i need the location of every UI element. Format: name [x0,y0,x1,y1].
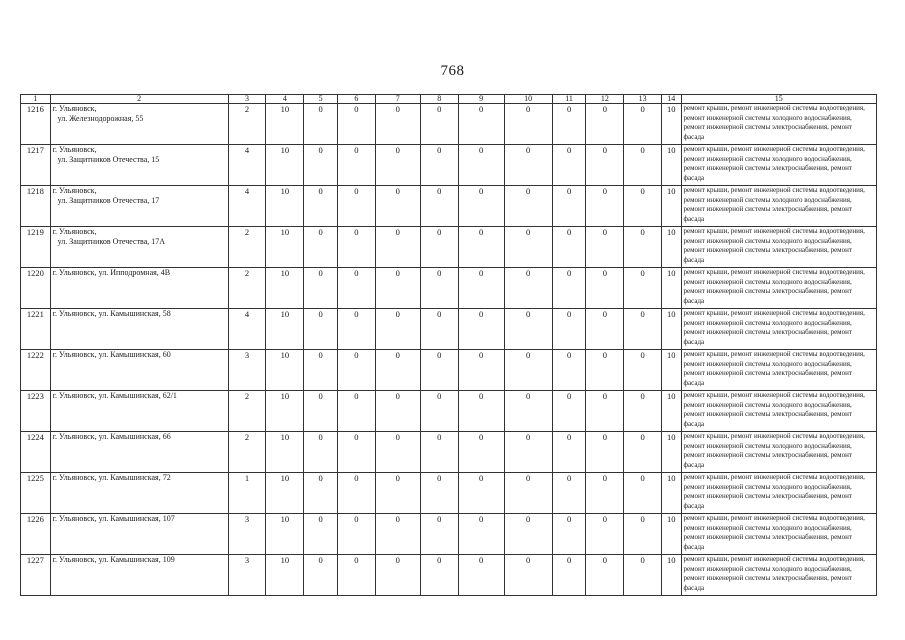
value-cell-c6: 0 [337,514,375,555]
value-cell-c14: 10 [662,514,681,555]
value-cell-c8: 0 [420,227,458,268]
row-number: 1219 [21,227,51,268]
value-cell-c13: 0 [624,350,662,391]
repair-works-cell: ремонт крыши, ремонт инженерной системы водоотведения, ремонт инженерной системы холодного водоснабжения, ремонт инженерной системы электроснабжения, ремонт фасада [681,391,876,432]
value-cell-c5: 0 [304,145,338,186]
column-header: 15 [681,95,876,104]
value-cell-c3: 4 [228,145,266,186]
value-cell-c12: 0 [586,555,624,596]
value-cell-c8: 0 [420,555,458,596]
value-cell-c4: 10 [266,555,304,596]
value-cell-c14: 10 [662,186,681,227]
value-cell-c4: 10 [266,391,304,432]
value-cell-c11: 0 [552,514,586,555]
value-cell-c14: 10 [662,227,681,268]
column-header: 1 [21,95,51,104]
row-number: 1220 [21,268,51,309]
value-cell-c13: 0 [624,268,662,309]
value-cell-c9: 0 [458,145,504,186]
value-cell-c9: 0 [458,514,504,555]
row-number: 1225 [21,473,51,514]
value-cell-c5: 0 [304,350,338,391]
value-cell-c9: 0 [458,186,504,227]
value-cell-c9: 0 [458,104,504,145]
address-city: г. Ульяновск, ул. Камышинская, 72 [52,473,171,482]
value-cell-c14: 10 [662,309,681,350]
value-cell-c11: 0 [552,309,586,350]
value-cell-c10: 0 [504,514,552,555]
address-city: г. Ульяновск, ул. Ипподромная, 4В [52,268,171,277]
address-city: г. Ульяновск, ул. Камышинская, 109 [52,555,175,564]
value-cell-c7: 0 [375,145,420,186]
table-row [21,350,877,391]
value-cell-c9: 0 [458,555,504,596]
value-cell-c11: 0 [552,432,586,473]
value-cell-c11: 0 [552,227,586,268]
address-city: г. Ульяновск, ул. Камышинская, 58 [52,309,171,318]
address-city: г. Ульяновск, [52,145,97,154]
value-cell-c5: 0 [304,391,338,432]
table-row [21,104,877,145]
value-cell-c7: 0 [375,186,420,227]
value-cell-c11: 0 [552,268,586,309]
value-cell-c5: 0 [304,432,338,473]
repair-works-cell: ремонт крыши, ремонт инженерной системы водоотведения, ремонт инженерной системы холодного водоснабжения, ремонт инженерной системы электроснабжения, ремонт фасада [681,309,876,350]
row-number: 1227 [21,555,51,596]
value-cell-c12: 0 [586,432,624,473]
row-number: 1218 [21,186,51,227]
value-cell-c13: 0 [624,104,662,145]
value-cell-c4: 10 [266,514,304,555]
value-cell-c5: 0 [304,227,338,268]
value-cell-c5: 0 [304,514,338,555]
value-cell-c12: 0 [586,268,624,309]
value-cell-c6: 0 [337,432,375,473]
value-cell-c9: 0 [458,391,504,432]
value-cell-c12: 0 [586,350,624,391]
repair-works-cell: ремонт крыши, ремонт инженерной системы водоотведения, ремонт инженерной системы холодного водоснабжения, ремонт инженерной системы электроснабжения, ремонт фасада [681,350,876,391]
value-cell-c8: 0 [420,350,458,391]
value-cell-c11: 0 [552,473,586,514]
value-cell-c14: 10 [662,473,681,514]
value-cell-c3: 2 [228,268,266,309]
value-cell-c3: 1 [228,473,266,514]
column-header: 2 [50,95,228,104]
value-cell-c11: 0 [552,104,586,145]
value-cell-c12: 0 [586,227,624,268]
value-cell-c10: 0 [504,104,552,145]
value-cell-c8: 0 [420,514,458,555]
value-cell-c8: 0 [420,473,458,514]
value-cell-c7: 0 [375,268,420,309]
value-cell-c8: 0 [420,186,458,227]
address-cell [50,514,228,555]
value-cell-c6: 0 [337,350,375,391]
value-cell-c9: 0 [458,350,504,391]
value-cell-c10: 0 [504,391,552,432]
repair-works-cell: ремонт крыши, ремонт инженерной системы водоотведения, ремонт инженерной системы холодного водоснабжения, ремонт инженерной системы электроснабжения, ремонт фасада [681,145,876,186]
table-row [21,514,877,555]
address-cell [50,350,228,391]
value-cell-c6: 0 [337,186,375,227]
address-city: г. Ульяновск, [52,227,97,236]
value-cell-c14: 10 [662,350,681,391]
row-number: 1221 [21,309,51,350]
value-cell-c13: 0 [624,432,662,473]
column-header: 8 [420,95,458,104]
repair-works-cell: ремонт крыши, ремонт инженерной системы водоотведения, ремонт инженерной системы холодного водоснабжения, ремонт инженерной системы электроснабжения, ремонт фасада [681,514,876,555]
column-header: 12 [586,95,624,104]
column-header: 14 [662,95,681,104]
address-city: г. Ульяновск, [52,186,97,195]
value-cell-c7: 0 [375,309,420,350]
value-cell-c8: 0 [420,104,458,145]
value-cell-c6: 0 [337,104,375,145]
value-cell-c12: 0 [586,391,624,432]
value-cell-c11: 0 [552,555,586,596]
repair-works-cell: ремонт крыши, ремонт инженерной системы водоотведения, ремонт инженерной системы холодного водоснабжения, ремонт инженерной системы электроснабжения, ремонт фасада [681,473,876,514]
value-cell-c13: 0 [624,309,662,350]
value-cell-c11: 0 [552,186,586,227]
value-cell-c5: 0 [304,555,338,596]
row-number: 1223 [21,391,51,432]
value-cell-c10: 0 [504,473,552,514]
repair-works-cell: ремонт крыши, ремонт инженерной системы водоотведения, ремонт инженерной системы холодного водоснабжения, ремонт инженерной системы электроснабжения, ремонт фасада [681,555,876,596]
value-cell-c5: 0 [304,309,338,350]
value-cell-c4: 10 [266,104,304,145]
value-cell-c8: 0 [420,309,458,350]
table-row [21,227,877,268]
column-header: 4 [266,95,304,104]
value-cell-c12: 0 [586,145,624,186]
column-header: 7 [375,95,420,104]
value-cell-c13: 0 [624,391,662,432]
value-cell-c6: 0 [337,145,375,186]
value-cell-c13: 0 [624,186,662,227]
column-header: 13 [624,95,662,104]
value-cell-c12: 0 [586,309,624,350]
value-cell-c9: 0 [458,309,504,350]
value-cell-c11: 0 [552,350,586,391]
value-cell-c3: 2 [228,227,266,268]
value-cell-c10: 0 [504,145,552,186]
page-number: 768 [440,63,465,79]
table-row [21,145,877,186]
table-row [21,309,877,350]
row-number: 1226 [21,514,51,555]
value-cell-c14: 10 [662,432,681,473]
value-cell-c14: 10 [662,268,681,309]
value-cell-c6: 0 [337,268,375,309]
value-cell-c10: 0 [504,227,552,268]
value-cell-c11: 0 [552,145,586,186]
value-cell-c6: 0 [337,473,375,514]
address-city: г. Ульяновск, [52,104,97,113]
value-cell-c3: 2 [228,432,266,473]
value-cell-c7: 0 [375,391,420,432]
table-row [21,555,877,596]
table-row [21,391,877,432]
repair-works-cell: ремонт крыши, ремонт инженерной системы водоотведения, ремонт инженерной системы холодного водоснабжения, ремонт инженерной системы электроснабжения, ремонт фасада [681,227,876,268]
address-street: ул. Защитников Отечества, 17А [57,237,166,246]
value-cell-c3: 3 [228,514,266,555]
address-street: ул. Железнодорожная, 55 [57,114,144,123]
value-cell-c8: 0 [420,145,458,186]
value-cell-c6: 0 [337,227,375,268]
value-cell-c7: 0 [375,473,420,514]
value-cell-c14: 10 [662,555,681,596]
address-city: г. Ульяновск, ул. Камышинская, 66 [52,432,171,441]
address-cell [50,391,228,432]
address-street: ул. Защитников Отечества, 17 [57,196,160,205]
table-row [21,186,877,227]
value-cell-c4: 10 [266,350,304,391]
value-cell-c14: 10 [662,391,681,432]
address-cell [50,186,228,227]
value-cell-c8: 0 [420,391,458,432]
value-cell-c6: 0 [337,555,375,596]
value-cell-c7: 0 [375,227,420,268]
value-cell-c7: 0 [375,555,420,596]
address-cell [50,268,228,309]
table-row [21,268,877,309]
value-cell-c9: 0 [458,227,504,268]
address-cell [50,227,228,268]
value-cell-c12: 0 [586,473,624,514]
value-cell-c12: 0 [586,186,624,227]
address-street: ул. Защитников Отечества, 15 [57,155,160,164]
repair-works-cell: ремонт крыши, ремонт инженерной системы водоотведения, ремонт инженерной системы холодного водоснабжения, ремонт инженерной системы электроснабжения, ремонт фасада [681,104,876,145]
value-cell-c13: 0 [624,555,662,596]
value-cell-c7: 0 [375,514,420,555]
row-number: 1222 [21,350,51,391]
repair-works-cell: ремонт крыши, ремонт инженерной системы водоотведения, ремонт инженерной системы холодного водоснабжения, ремонт инженерной системы электроснабжения, ремонт фасада [681,432,876,473]
table-row [21,473,877,514]
column-header: 3 [228,95,266,104]
column-header: 10 [504,95,552,104]
value-cell-c5: 0 [304,473,338,514]
value-cell-c6: 0 [337,309,375,350]
column-number-header-row [21,95,877,104]
address-cell [50,432,228,473]
repair-works-cell: ремонт крыши, ремонт инженерной системы водоотведения, ремонт инженерной системы холодного водоснабжения, ремонт инженерной системы электроснабжения, ремонт фасада [681,186,876,227]
value-cell-c9: 0 [458,268,504,309]
address-city: г. Ульяновск, ул. Камышинская, 107 [52,514,175,523]
value-cell-c4: 10 [266,145,304,186]
value-cell-c9: 0 [458,473,504,514]
value-cell-c4: 10 [266,268,304,309]
row-number: 1217 [21,145,51,186]
table-row [21,432,877,473]
value-cell-c3: 3 [228,555,266,596]
value-cell-c3: 2 [228,391,266,432]
value-cell-c5: 0 [304,186,338,227]
value-cell-c3: 3 [228,350,266,391]
value-cell-c10: 0 [504,350,552,391]
address-cell [50,104,228,145]
value-cell-c8: 0 [420,268,458,309]
value-cell-c12: 0 [586,104,624,145]
value-cell-c10: 0 [504,186,552,227]
value-cell-c4: 10 [266,309,304,350]
value-cell-c7: 0 [375,104,420,145]
address-cell [50,145,228,186]
registry-table [20,94,877,596]
value-cell-c5: 0 [304,104,338,145]
value-cell-c8: 0 [420,432,458,473]
value-cell-c11: 0 [552,391,586,432]
value-cell-c3: 4 [228,186,266,227]
address-city: г. Ульяновск, ул. Камышинская, 62/1 [52,391,177,400]
value-cell-c10: 0 [504,555,552,596]
value-cell-c10: 0 [504,309,552,350]
value-cell-c13: 0 [624,227,662,268]
value-cell-c10: 0 [504,268,552,309]
value-cell-c4: 10 [266,473,304,514]
column-header: 6 [337,95,375,104]
value-cell-c4: 10 [266,432,304,473]
value-cell-c13: 0 [624,473,662,514]
address-cell [50,473,228,514]
value-cell-c6: 0 [337,391,375,432]
row-number: 1224 [21,432,51,473]
value-cell-c10: 0 [504,432,552,473]
value-cell-c4: 10 [266,227,304,268]
value-cell-c7: 0 [375,432,420,473]
table-body [21,104,877,596]
row-number: 1216 [21,104,51,145]
value-cell-c9: 0 [458,432,504,473]
value-cell-c5: 0 [304,268,338,309]
value-cell-c13: 0 [624,514,662,555]
address-cell [50,309,228,350]
column-header: 5 [304,95,338,104]
value-cell-c12: 0 [586,514,624,555]
value-cell-c3: 2 [228,104,266,145]
repair-works-cell: ремонт крыши, ремонт инженерной системы водоотведения, ремонт инженерной системы холодного водоснабжения, ремонт инженерной системы электроснабжения, ремонт фасада [681,268,876,309]
column-header: 9 [458,95,504,104]
address-city: г. Ульяновск, ул. Камышинская, 60 [52,350,171,359]
value-cell-c3: 4 [228,309,266,350]
address-cell [50,555,228,596]
value-cell-c14: 10 [662,145,681,186]
value-cell-c14: 10 [662,104,681,145]
column-header: 11 [552,95,586,104]
value-cell-c7: 0 [375,350,420,391]
value-cell-c13: 0 [624,145,662,186]
value-cell-c4: 10 [266,186,304,227]
